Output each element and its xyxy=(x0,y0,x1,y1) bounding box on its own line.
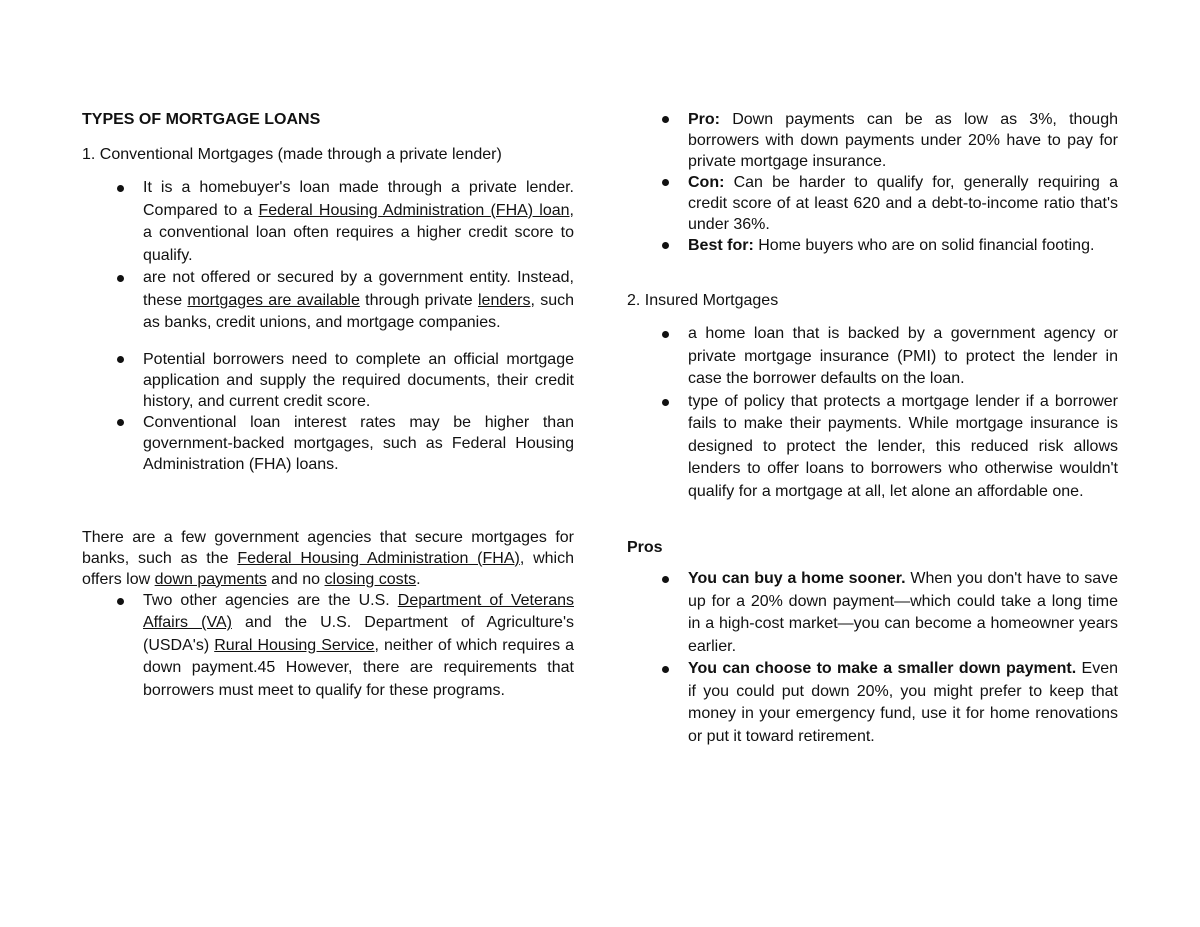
list-item: Conventional loan interest rates may be higher than government-backed mortgages, such as Federal Housing Administration (FHA) loans. xyxy=(82,412,574,475)
list-item: Two other agencies are the U.S. Department of Veterans Affairs (VA) and the U.S. Department of Agriculture's (USDA's) Rural Housing Service, neither of which requires a down payment.45 However, there are requirements that borrowers must meet to qualify for these programs. xyxy=(82,590,574,703)
document-title: TYPES OF MORTGAGE LOANS xyxy=(82,111,321,128)
list-item: Pro: Down payments can be as low as 3%, though borrowers with down payments under 20% have to pay for private mortgage insurance. xyxy=(627,109,1118,172)
insured-list xyxy=(627,323,1118,503)
conventional-list xyxy=(82,177,574,335)
agencies-paragraph: There are a few government agencies that secure mortgages for banks, such as the Federal Housing Administration (FHA), which offers low down payments and no closing costs. xyxy=(82,528,575,588)
list-item: Best for: Home buyers who are on solid financial footing. xyxy=(627,235,1118,256)
closing-costs-link[interactable]: closing costs xyxy=(324,570,417,588)
list-item: You can choose to make a smaller down payment. Even if you could put down 20%, you might prefer to keep that money in your emergency fund, use it for home renovations or put it toward retirement. xyxy=(627,658,1118,748)
section-heading-conventional: 1. Conventional Mortgages (made through a private lender) xyxy=(82,146,502,163)
down-payments-link[interactable]: down payments xyxy=(154,570,267,588)
fha-loan-link[interactable]: Federal Housing Administration (FHA) loan xyxy=(258,201,570,219)
list-item: You can buy a home sooner. When you don't have to save up for a 20% down payment—which could take a long time in a high-cost market—you can become a homeowner years earlier. xyxy=(627,568,1118,658)
section-heading-insured: 2. Insured Mortgages xyxy=(627,292,779,309)
va-link[interactable]: Department of Veterans Affairs (VA) xyxy=(143,591,574,631)
list-item: Con: Can be harder to qualify for, generally requiring a credit score of at least 620 and a debt-to-income ratio that's under 36%. xyxy=(627,172,1118,235)
left-column xyxy=(82,109,574,702)
list-item: Potential borrowers need to complete an official mortgage application and supply the required documents, their credit history, and current credit score. xyxy=(82,349,574,412)
mortgages-available-link[interactable]: mortgages are available xyxy=(187,291,360,309)
pro-con-list xyxy=(627,109,1118,256)
agencies-list xyxy=(82,590,574,703)
pros-list xyxy=(627,568,1118,748)
right-column xyxy=(627,109,1118,748)
list-item: a home loan that is backed by a government agency or private mortgage insurance (PMI) to protect the lender in case the borrower defaults on the loan. xyxy=(627,323,1118,391)
fha-link[interactable]: Federal Housing Administration (FHA) xyxy=(237,549,520,567)
pros-heading: Pros xyxy=(627,539,663,556)
list-item: are not offered or secured by a government entity. Instead, these mortgages are available through private lenders, such as banks, credit unions, and mortgage companies. xyxy=(82,267,574,335)
rural-housing-link[interactable]: Rural Housing Service xyxy=(214,636,375,654)
conventional-list-continued xyxy=(82,349,574,475)
list-item: type of policy that protects a mortgage lender if a borrower fails to make their payments. While mortgage insurance is designed to protect the lender, this reduced risk allows lenders to offer loans to borrowers who otherwise wouldn't qualify for a mortgage at all, let alone an affordable one. xyxy=(627,391,1118,504)
list-item: It is a homebuyer's loan made through a private lender. Compared to a Federal Housing Administration (FHA) loan, a conventional loan often requires a higher credit score to qualify. xyxy=(82,177,574,267)
lenders-link[interactable]: lenders xyxy=(478,291,531,309)
